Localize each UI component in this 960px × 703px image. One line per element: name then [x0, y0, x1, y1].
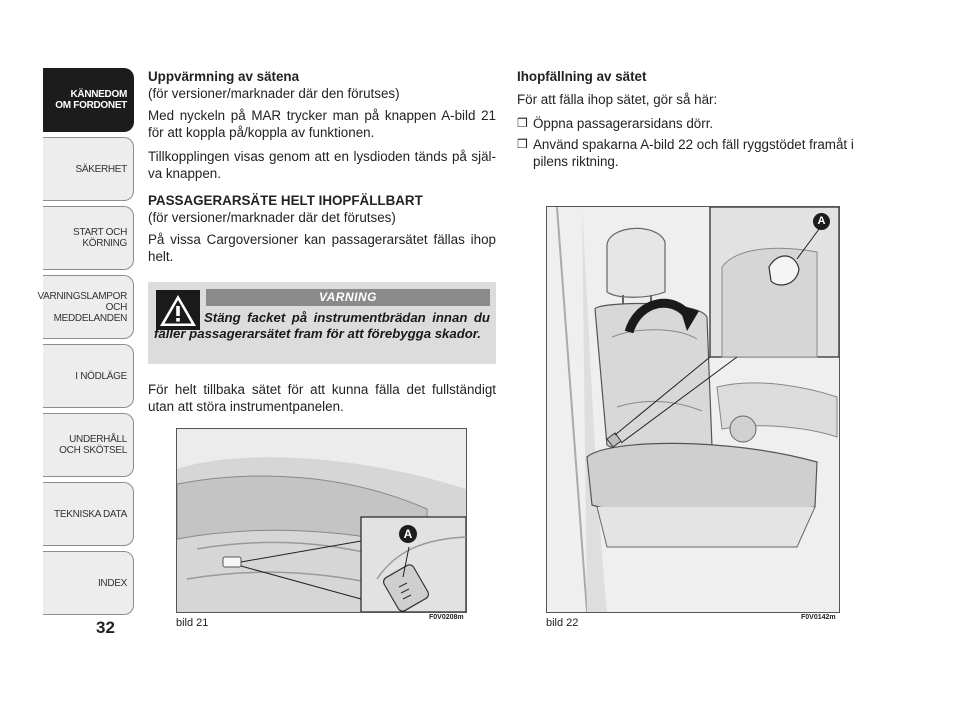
tab-sakerhet[interactable]: SÄKERHET: [43, 137, 134, 201]
heating-subtitle: (för versioner/marknader där den förutses): [148, 86, 400, 101]
figure-21-caption: bild 21: [176, 617, 209, 629]
tab-i-nodlage[interactable]: I NÖDLÄGE: [43, 344, 134, 408]
warning-text: Stäng facket på instrumentbrädan innan du fäller passagerarsätet fram för att förebygga skador.: [154, 310, 490, 341]
warning-box: [148, 282, 496, 364]
figure-22-illustration: [546, 206, 840, 613]
tab-tekniska-data[interactable]: TEKNISKA DATA: [43, 482, 134, 546]
warning-label: VARNING: [206, 289, 490, 306]
passenger-seat-title: PASSAGERARSÄTE HELT IHOPFÄLLBART: [148, 193, 423, 208]
figure-21-illustration: [176, 428, 467, 613]
checkbox-bullet-icon: ❒: [517, 137, 528, 151]
figure-22-code: F0V0142m: [801, 614, 836, 621]
heating-paragraph-1: Med nyckeln på MAR trycker man på knappen A-bild 21 för att koppla på/koppla av funktionen.: [148, 108, 496, 140]
after-warning-text-block: [148, 381, 496, 422]
tab-underhall-och-skotsel[interactable]: UNDERHÅLL OCH SKÖTSEL: [43, 413, 134, 477]
right-column: [517, 68, 872, 174]
tab-start-och-korning[interactable]: START OCH KÖRNING: [43, 206, 134, 270]
heating-paragraph-2: Tillkopplingen visas genom att en lysdioden tänds på själva knappen.: [148, 149, 496, 181]
page-number: 32: [96, 618, 115, 637]
figure-22-caption: bild 22: [546, 617, 579, 629]
passenger-seat-paragraph: På vissa Cargoversioner kan passagerarsätet fällas ihop helt.: [148, 232, 496, 264]
left-column: [148, 68, 496, 272]
tab-varningslampor[interactable]: VARNINGSLAMPOR OCH MEDDELANDEN: [43, 275, 134, 339]
figure-21-code: F0V0208m: [429, 614, 464, 621]
list-item-text: Öppna passagerarsidans dörr.: [533, 116, 714, 131]
list-item: [517, 115, 872, 132]
heating-title: Uppvärmning av sätena: [148, 69, 300, 84]
tab-kannedom-om-fordonet[interactable]: KÄNNEDOM OM FORDONET: [43, 68, 134, 132]
seat-fold-illustration: [547, 207, 839, 612]
after-warning-paragraph: För helt tillbaka sätet för att kunna fälla det fullständigt utan att störa instrumentpanelen.: [148, 382, 496, 414]
seat-heating-button-illustration: [177, 429, 466, 612]
callout-a-badge: A: [399, 525, 417, 543]
fold-intro: För att fälla ihop sätet, gör så här:: [517, 92, 718, 107]
list-item: [517, 136, 872, 170]
checkbox-bullet-icon: ❒: [517, 116, 528, 130]
tab-index[interactable]: INDEX: [43, 551, 134, 615]
list-item-text: Använd spakarna A-bild 22 och fäll ryggstödet framåt i pilens riktning.: [533, 137, 854, 169]
callout-a-badge: A: [813, 213, 830, 230]
fold-title: Ihopfällning av sätet: [517, 69, 647, 84]
passenger-seat-subtitle: (för versioner/marknader där det förutses): [148, 210, 396, 225]
